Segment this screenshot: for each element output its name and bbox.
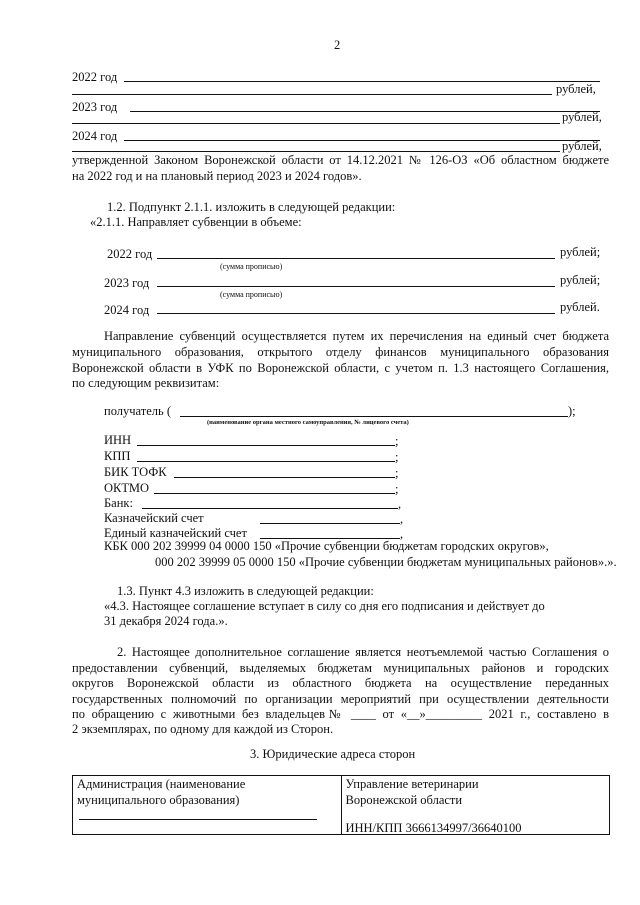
kbk-line: 000 202 39999 05 0000 150 «Прочие субвенции бюджетам муниципальных районов».».: [155, 555, 617, 569]
amount-line: [72, 94, 552, 95]
rubles-label: рублей,: [562, 110, 602, 124]
paragraph-2-line: государственных полномочий по организации мероприятий при осуществлении деятельности: [72, 692, 609, 706]
page-number: 2: [334, 38, 341, 52]
amount-in-words-hint: (сумма прописью): [220, 290, 283, 299]
municipality-cell: [73, 776, 342, 835]
clause-2-1-1-text: «2.1.1. Направляет субвенции в объеме:: [90, 215, 302, 229]
field-end: ;: [395, 434, 399, 448]
direction-paragraph-line: Воронежской области в УФК по Воронежской области, с учетом п. 1.3 настоящего Соглашения,: [72, 361, 609, 375]
paragraph-2-line: по обращению с животными без владельцев№ ____ от «__»_________ 2021 г., составлено в: [72, 707, 609, 721]
recipient-end: );: [568, 404, 576, 418]
inn-label: ИНН: [104, 433, 132, 447]
field-line: [154, 493, 395, 494]
treasury-account-label: Казначейский счет: [104, 511, 204, 525]
amount-line: [124, 140, 600, 141]
paragraph-2-line: 2 экземплярах, по одному для каждой из Сторон.: [72, 722, 334, 736]
field-end: ,: [398, 497, 402, 511]
year-2022-label: 2022 год: [107, 247, 153, 261]
municipality-name-line: Администрация (наименование: [77, 777, 246, 791]
field-line: [137, 461, 395, 462]
clause-4-3-text: «4.3. Настоящее соглашение вступает в силу со дня его подписания и действует до: [104, 599, 545, 613]
field-line: [174, 477, 395, 478]
amount-line: [157, 258, 555, 259]
signature-line: [79, 819, 317, 820]
vet-department-name-line: Управление ветеринарии: [345, 777, 479, 791]
bik-label: БИК ТОФК: [104, 465, 167, 479]
addresses-table: [72, 775, 610, 835]
field-end: ,: [400, 527, 404, 541]
rubles-label: рублей;: [560, 273, 601, 287]
field-end: ;: [395, 466, 399, 480]
section-3-title: 3. Юридические адреса сторон: [250, 747, 416, 761]
amount-line: [157, 286, 555, 287]
vet-department-cell: [341, 776, 610, 835]
clause-4-3-text: 31 декабря 2024 года.».: [104, 614, 228, 628]
paragraph-2-line: округов Воронежской области из областного бюджета на осуществление переданных: [72, 676, 609, 690]
bank-label: Банк:: [104, 496, 133, 510]
rubles-label: рублей.: [560, 300, 600, 314]
amount-line: [72, 151, 560, 152]
law-reference-line: утвержденной Законом Воронежской области от 14.12.2021 № 126-ОЗ «Об областном бюджете: [72, 153, 609, 167]
field-end: ;: [395, 450, 399, 464]
field-line: [142, 508, 398, 509]
direction-paragraph-line: муниципального образования, открытого отделу финансов муниципального образования: [72, 345, 609, 359]
rubles-label: рублей;: [560, 245, 601, 259]
year-2024-label: 2024 год: [104, 303, 150, 317]
law-reference-line: на 2022 год и на плановый период 2023 и 2024 годов».: [72, 169, 362, 183]
year-2024-label: 2024 год: [72, 129, 118, 143]
amount-line: [124, 81, 600, 82]
field-line: [260, 523, 400, 524]
recipient-hint: (наименование органа местного самоуправления, № лицевого счета): [207, 419, 409, 426]
clause-1-3-heading: 1.3. Пункт 4.3 изложить в следующей редакции:: [117, 584, 374, 598]
rubles-label: рублей,: [556, 82, 596, 96]
recipient-label: получатель (: [104, 404, 172, 418]
year-2023-label: 2023 год: [104, 276, 150, 290]
field-end: ;: [395, 482, 399, 496]
vet-department-name-line: Воронежской области: [345, 793, 463, 807]
oktmo-label: ОКТМО: [104, 481, 149, 495]
paragraph-2-line: 2. Настоящее дополнительное соглашение является неотъемлемой частью Соглашения о: [117, 645, 609, 659]
single-treasury-account-label: Единый казначейский счет: [104, 526, 247, 540]
field-end: ,: [400, 512, 404, 526]
recipient-line: [180, 416, 568, 417]
year-2022-label: 2022 год: [72, 70, 118, 84]
direction-paragraph-line: Направление субвенций осуществляется путем их перечисления на единый счет бюджета: [104, 329, 609, 343]
year-2023-label: 2023 год: [72, 100, 118, 114]
direction-paragraph-line: по следующим реквизитам:: [72, 376, 220, 390]
amount-line: [130, 111, 600, 112]
amount-line: [157, 313, 555, 314]
kbk-line: КБК 000 202 39999 04 0000 150 «Прочие субвенции бюджетам городских округов»,: [104, 539, 549, 553]
kpp-label: КПП: [104, 449, 131, 463]
amount-line: [72, 123, 560, 124]
rubles-label: рублей,: [562, 139, 602, 153]
clause-1-2-heading: 1.2. Подпункт 2.1.1. изложить в следующей редакции:: [107, 200, 396, 214]
paragraph-2-line: предоставлении субвенций, выделяемых бюджетам муниципальных районов и городских: [72, 661, 609, 675]
amount-in-words-hint: (сумма прописью): [220, 262, 283, 271]
municipality-name-line: муниципального образования): [77, 793, 240, 807]
vet-department-inn-kpp: ИНН/КПП 3666134997/36640100: [345, 821, 522, 835]
field-line: [137, 445, 395, 446]
